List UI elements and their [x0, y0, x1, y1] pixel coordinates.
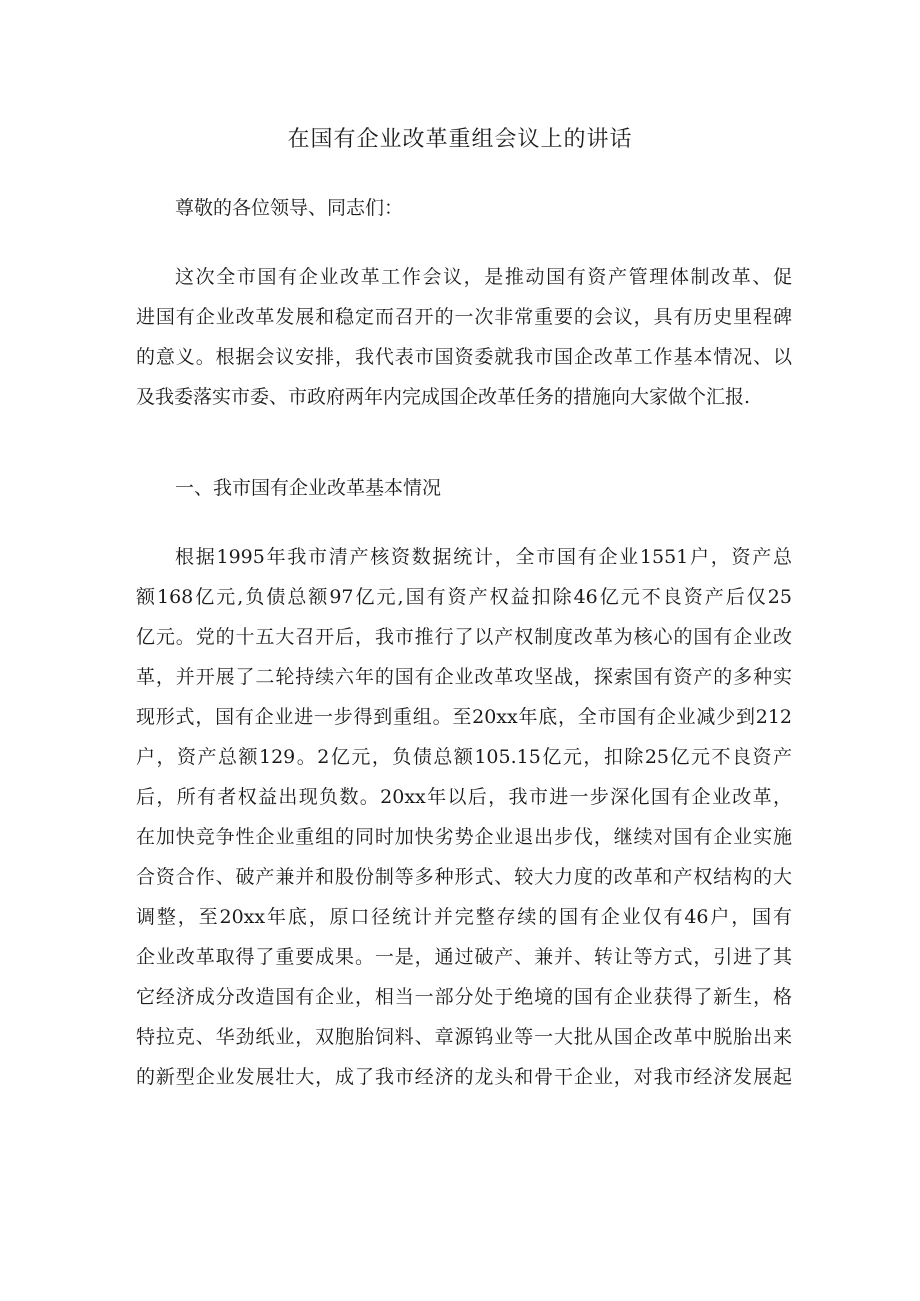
document-title: 在国有企业改革重组会议上的讲话: [287, 127, 633, 152]
paragraph-line: 户，资产总额129。2亿元，负债总额105.15亿元，扣除25亿元不良资产: [136, 746, 792, 768]
paragraph-line: 调整，至20xx年底，原口径统计并完整存续的国有企业仅有46户，国有: [136, 906, 792, 928]
paragraph-line: 它经济成分改造国有企业，相当一部分处于绝境的国有企业获得了新生，格: [136, 986, 792, 1008]
paragraph-line: 在加快竞争性企业重组的同时加快劣势企业退出步伐，继续对国有企业实施: [136, 826, 792, 848]
paragraph-line: 及我委落实市委、市政府两年内完成国企改革任务的措施向大家做个汇报.: [136, 386, 751, 408]
paragraph-line: 进国有企业改革发展和稳定而召开的一次非常重要的会议，具有历史里程碑: [136, 306, 792, 328]
paragraph-line: 的新型企业发展壮大，成了我市经济的龙头和骨干企业，对我市经济发展起: [136, 1066, 792, 1088]
paragraph-line: 这次全市国有企业改革工作会议，是推动国有资产管理体制改革、促: [175, 266, 792, 288]
paragraph-line: 亿元。党的十五大召开后，我市推行了以产权制度改革为核心的国有企业改: [136, 626, 792, 648]
paragraph-line: 企业改革取得了重要成果。一是，通过破产、兼并、转让等方式，引进了其: [136, 946, 792, 968]
paragraph-line: 特拉克、华劲纸业，双胞胎饲料、章源钨业等一大批从国企改革中脱胎出来: [136, 1026, 792, 1048]
salutation: 尊敬的各位领导、同志们：: [175, 197, 404, 219]
paragraph-line: 后，所有者权益出现负数。20xx年以后，我市进一步深化国有企业改革，: [136, 786, 792, 808]
paragraph-line: 合资合作、破产兼并和股份制等多种形式、较大力度的改革和产权结构的大: [136, 866, 792, 888]
paragraph-line: 现形式，国有企业进一步得到重组。至20xx年底，全市国有企业减少到212: [136, 706, 792, 728]
paragraph-line: 革，并开展了二轮持续六年的国有企业改革攻坚战，探索国有资产的多种实: [136, 666, 792, 688]
paragraph-line: 根据1995年我市清产核资数据统计，全市国有企业1551户，资产总: [175, 546, 792, 568]
paragraph-line: 的意义。根据会议安排，我代表市国资委就我市国企改革工作基本情况、以: [136, 346, 792, 368]
section-heading: 一、我市国有企业改革基本情况: [175, 477, 442, 499]
paragraph-line: 额168亿元,负债总额97亿元,国有资产权益扣除46亿元不良资产后仅25: [136, 586, 792, 608]
